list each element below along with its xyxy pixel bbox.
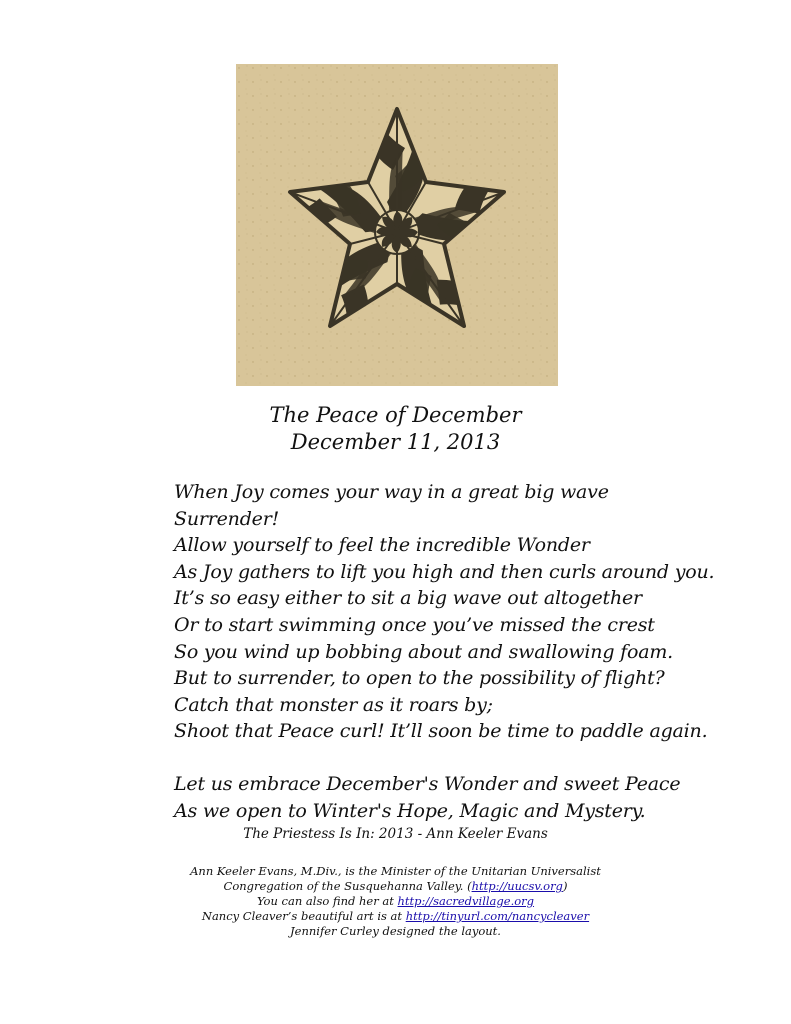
credits-line-5: Jennifer Curley designed the layout. [290,924,501,938]
credits-line-3 [0,894,791,909]
poem-line: So you wind up bobbing about and swallowing foam. [174,640,673,663]
signature: The Priestess Is In: 2013 - Ann Keeler Evans [243,826,548,842]
credits-text: Nancy Cleaver’s beautiful art is at [201,909,406,923]
poem-body [174,479,734,824]
poem-line: Catch that monster as it roars by; [174,693,493,716]
poem-line: As Joy gathers to lift you high and then curls around you. [174,560,715,583]
sacredvillage-link[interactable]: http://sacredvillage.org [397,894,535,908]
credits-line-4 [0,909,791,924]
nancycleaver-link[interactable]: http://tinyurl.com/nancycleaver [405,909,590,923]
poem-line: But to surrender, to open to the possibility of flight? [174,667,665,690]
poem-line: It’s so easy either to sit a big wave out altogether [174,587,642,610]
star-mandala-icon [236,64,558,386]
uucsv-link[interactable]: http://uucsv.org [471,879,563,893]
credits-text: You can also find her at [256,894,398,908]
poem-title: The Peace of December [269,403,522,427]
credits [0,864,791,939]
poem-line: As we open to Winter's Hope, Magic and Mystery. [174,799,646,822]
poem-line: Or to start swimming once you’ve missed the crest [174,613,655,636]
credits-line-1: Ann Keeler Evans, M.Div., is the Minister of the Unitarian Universalist [190,864,601,878]
credits-line-2 [0,879,791,894]
credits-text: Congregation of the Susquehanna Valley. ( [223,879,472,893]
poem-line: Let us embrace December's Wonder and sweet Peace [174,772,681,795]
poem-line: Allow yourself to feel the incredible Wonder [174,534,590,557]
poem-line: Shoot that Peace curl! It’ll soon be time to paddle again. [174,720,708,743]
poem-line: Surrender! [174,507,280,530]
poem-date: December 11, 2013 [290,430,501,454]
stanza-break [174,745,734,771]
credits-text: ) [562,879,568,893]
poem-line: When Joy comes your way in a great big wave [174,481,609,503]
star-artwork [236,64,558,386]
